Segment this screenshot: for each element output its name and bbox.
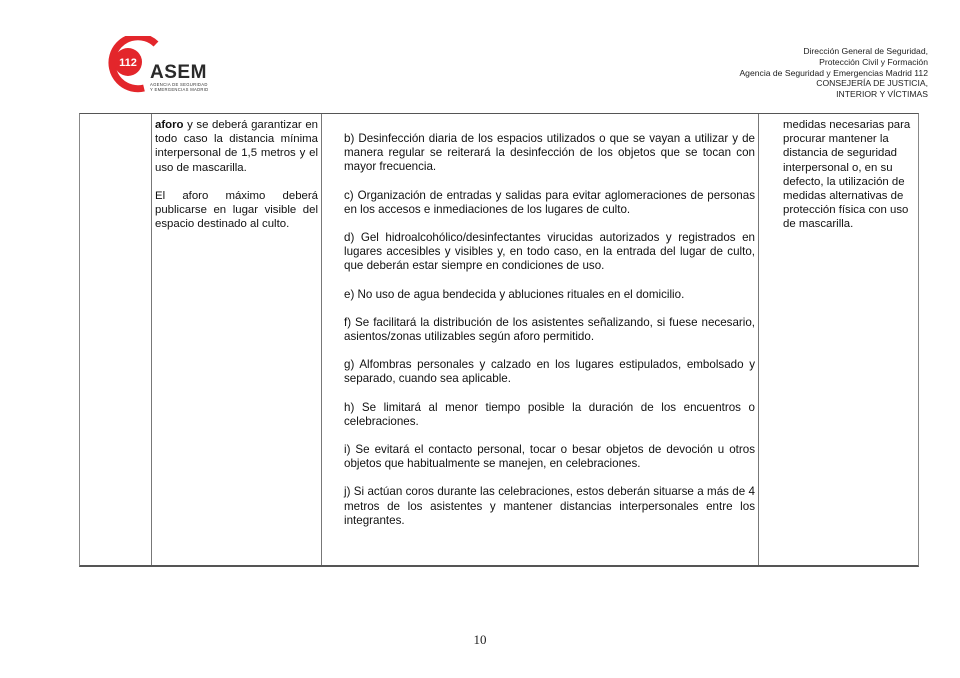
measure-b: b) Desinfección diaria de los espacios utilizados o que se vayan a utilizar y de manera regular se reiterará la desinfección de los objetos que se tocan con mayor frecuencia.	[344, 132, 755, 174]
table-column-measures	[322, 114, 759, 565]
measure-f: f) Se facilitará la distribución de los asistentes señalizando, si fuese necesario, asientos/zonas utilizables según aforo permitido.	[344, 315, 755, 344]
logo-subtitle-1: AGENCIA DE SEGURIDAD	[150, 82, 208, 87]
distance-text: medidas necesarias para procurar mantener la distancia de seguridad interpersonal o, en su defecto, la utilización de medidas alternativas de protección física con uso de mascarilla.	[783, 119, 911, 231]
measure-h: h) Se limitará al menor tiempo posible la duración de los encuentros o celebraciones.	[344, 400, 755, 428]
org-line: CONSEJERÍA DE JUSTICIA,	[816, 78, 928, 89]
header-organization	[739, 46, 928, 100]
table-column-empty	[80, 114, 152, 565]
org-line: INTERIOR Y VÍCTIMAS	[836, 89, 928, 100]
aforo-publication-paragraph: El aforo máximo deberá publicarse en lugar visible del espacio destinado al culto.	[155, 189, 318, 231]
measure-e: e) No uso de agua bendecida y abluciones rituales en el domicilio.	[344, 287, 685, 301]
measure-c: c) Organización de entradas y salidas para evitar aglomeraciones de personas en los accesos e inmediaciones de los lugares de culto.	[344, 188, 755, 216]
aforo-paragraph	[155, 118, 318, 175]
table-column-aforo	[152, 114, 322, 565]
measure-i: i) Se evitará el contacto personal, tocar o besar objetos de devoción u otros objetos que habitualmente se manejen, en celebraciones.	[344, 443, 755, 471]
measure-d: d) Gel hidroalcohólico/desinfectantes virucidas autorizados y registrados en lugares accesibles y visibles y, en todo caso, en la entrada del lugar de culto, que deberán estar siempre en condiciones de uso.	[344, 231, 755, 273]
aforo-text: y se deberá garantizar en todo caso la distancia mínima interpersonal de 1,5 metros y el uso de mascarilla.	[155, 119, 318, 174]
org-line: Agencia de Seguridad y Emergencias Madrid 112	[739, 67, 928, 78]
logo-text	[150, 64, 230, 92]
table-column-distance	[759, 114, 918, 565]
logo-number: 112	[119, 57, 137, 69]
measures-table	[79, 113, 919, 567]
org-line: Dirección General de Seguridad,	[803, 46, 928, 56]
logo-subtitle-2: Y EMERGENCIAS MADRID	[150, 87, 209, 92]
page-number: 10	[473, 632, 487, 647]
org-line: Protección Civil y Formación	[819, 56, 928, 67]
logo-word: ASEM	[150, 62, 207, 83]
aforo-bold: aforo	[155, 119, 184, 131]
measure-g: g) Alfombras personales y calzado en los lugares estipulados, embolsado y separado, cuando sea aplicable.	[344, 358, 755, 386]
measure-j: j) Si actúan coros durante las celebraciones, estos deberán situarse a más de 4 metros de los asistentes y mantener distancias interpersonales entre los integrantes.	[344, 485, 755, 527]
